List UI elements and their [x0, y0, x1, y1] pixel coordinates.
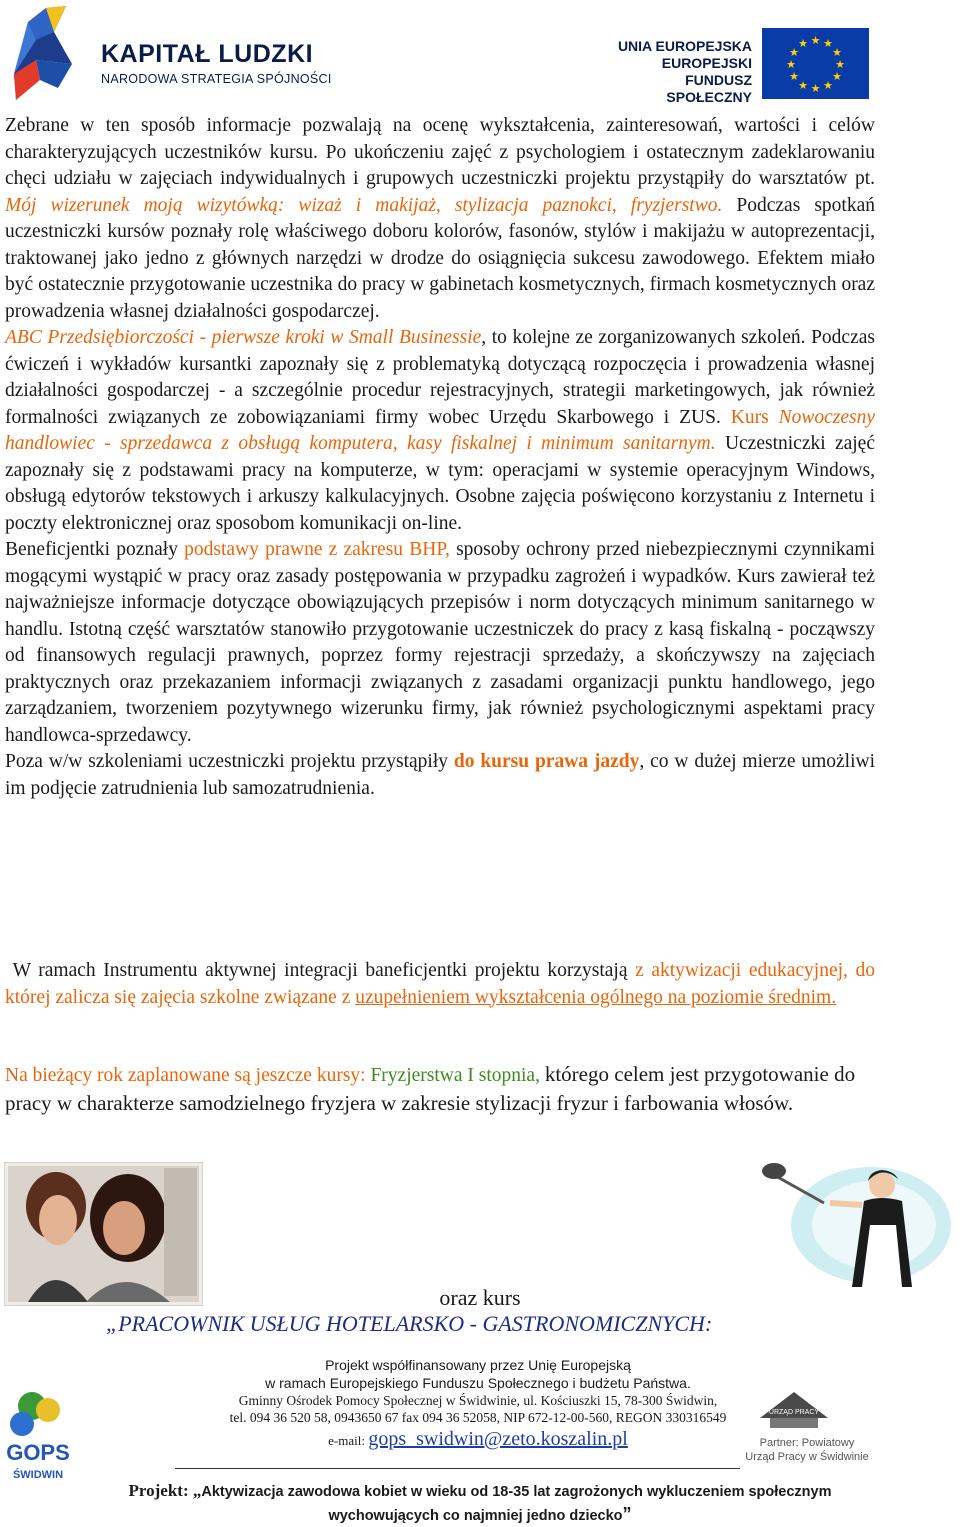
- trader-course-title: Nowoczesny handlowiec - sprzedawca z obsługą komputera, kasy fiskalnej i minimum sanitarnym.: [5, 406, 876, 454]
- abc-course-title: ABC Przedsiębiorczości - pierwsze kroki w Small Businessie: [5, 327, 482, 348]
- svg-text:★: ★: [789, 46, 799, 59]
- text-employment: , co w dużej mierze umożliwi im podjęcie zatrudnienia lub samozatrudnienia.: [5, 751, 875, 799]
- planned-courses-paragraph: [5, 1061, 875, 1118]
- text-integration: W ramach Instrumentu aktywnej integracji baneficjentki projektu korzystają: [12, 960, 628, 981]
- driving-course-highlight: do kursu prawa jazdy: [453, 751, 640, 772]
- education-activation: z aktywizacji edukacyjnej, do której zalicza się zajęcia szkolne związane z: [5, 960, 876, 1008]
- svg-text:★: ★: [798, 37, 808, 50]
- footer-line-3: Gminny Ośrodek Pomocy Społecznej w Świdwinie, ul. Kościuszki 15, 78-300 Świdwin,: [238, 1393, 718, 1408]
- hairdressing-course: Fryzjerstwa I stopnia,: [370, 1065, 540, 1086]
- project-label: Projekt: „: [128, 1481, 202, 1500]
- text-trader-desc: Uczestniczki zajęć zapoznały się z podstawami pracy na komputerze, w tym: operacjami w systemie operacyjnym Windows, obsługą edytorów tekstowych i arkuszy kalkulacyjnych. Osobne zajęcia poświęcono korzystaniu z Internetu i poczty elektronicznej oraz sposobom komunikacji on-line.: [5, 433, 875, 534]
- svg-text:★: ★: [810, 82, 821, 95]
- project-title: [0, 1480, 960, 1527]
- text-workshop-intro: Po ukończeniu zajęć z psychologiem i ostatecznym zadeklarowaniu chęci udziału w zajęciach indywidualnych i grupowych uczestniczki projektu przystąpiły do warsztatów pt.: [5, 141, 876, 189]
- gops-logo: [2, 1380, 74, 1484]
- integration-paragraph: [5, 958, 875, 1011]
- email-label: e-mail:: [328, 1433, 365, 1448]
- svg-text:★: ★: [823, 37, 833, 50]
- hotel-course-title: „PRACOWNIK USŁUG HOTELARSKO - GASTRONOMICZNYCH:: [106, 1311, 713, 1336]
- gops-logo-city: ŚWIDWIN: [12, 1469, 64, 1481]
- text-kurs: Kurs: [730, 406, 769, 428]
- footer-line-1: Projekt współfinansowany przez Unię Europejską: [325, 1357, 631, 1373]
- text-abc-desc: , to kolejne ze zorganizowanych szkoleń. Podczas ćwiczeń i wykładów kursantki zapoznały się z problematyką dotyczącą rozpoczęcia i prowadzenia własnej działalności gospodarczej - a szczególnie procedur rejestracyjnych, strategii marketingowych, jak również formalności związanych ze zobowiązaniami firmy wobec Urzędu Skarbowego i ZUS.: [5, 327, 875, 428]
- gops-logo-text: GOPS: [6, 1440, 70, 1465]
- urzad-name-text: Urząd Pracy w Świdwinie: [745, 1451, 869, 1463]
- eu-line-1: UNIA EUROPEJSKA: [617, 38, 752, 54]
- urzad-pracy-logo: [740, 1378, 875, 1468]
- svg-text:★: ★: [789, 70, 799, 83]
- svg-text:★: ★: [832, 46, 842, 59]
- footer-divider: [175, 1468, 740, 1469]
- project-text-2: wychowujących co najmniej jedno dziecko: [328, 1508, 623, 1524]
- urzad-partner-text: Partner: Powiatowy: [759, 1437, 855, 1449]
- text-safety-desc: sposoby ochrony przed niebezpiecznymi czynnikami mogącymi wystąpić w pracy oraz zasady postępowania w przypadku zagrożeń i wypadków. Kurs zawierał też najważniejsze informacje dotyczące obowiązujących przepisów i norm dotyczących minimum sanitarnego w handlu. Istotną część warsztatów stanowiło przygotowanie uczestniczek do pracy z kasą fiskalną - począwszy od finansowych regulacji prawnych, poprzez formy rejestracji sprzedaży, a skończywszy na zajęciach praktycznych oraz przekazaniem informacji związanych z zasadami organizacji punktu handlowego, jego zarządzaniem, tworzeniem pozytywnego wizerunku firmy, jak również psychologicznymi aspektami pracy handlowca-sprzedawcy.: [5, 539, 876, 746]
- text-info: Zebrane w ten sposób informacje pozwalają na ocenę wykształcenia, zainteresowań, wartości i celów charakteryzujących uczestników kursu.: [5, 115, 875, 163]
- kapital-ludzki-title: KAPITAŁ LUDZKI: [101, 40, 314, 68]
- svg-text:★: ★: [823, 79, 833, 92]
- svg-text:★: ★: [835, 58, 845, 71]
- oraz-kurs: oraz kurs: [439, 1285, 521, 1310]
- svg-text:★: ★: [786, 58, 796, 71]
- text-workshop-desc: Podczas spotkań uczestniczki kursów poznały rolę właściwego doboru kolorów, fasonów, stylów i makijażu w autoprezentacji, traktowanej jako jedno z głównych narzędzi w drodze do osiągnięcia sukcesu zawodowego. Efektem miało być ostatecznie przygotowanie uczestnika do pracy w gabinetach kosmetycznych, firmach kosmetycznych oraz prowadzenia własnej działalności gospodarczej.: [5, 194, 875, 322]
- project-text: Aktywizacja zawodowa kobiet w wieku od 18-35 lat zagrożonych wykluczeniem społecznym: [201, 1484, 832, 1500]
- secondary-education-link: uzupełnieniem wykształcenia ogólnego na poziomie średnim.: [355, 986, 837, 1008]
- urzad-top-text: URZĄD PRACY: [768, 1409, 820, 1416]
- main-paragraph: [5, 113, 875, 802]
- kapital-ludzki-star-logo: [6, 4, 76, 104]
- kapital-ludzki-subtitle: NARODOWA STRATEGIA SPÓJNOŚCI: [101, 72, 332, 86]
- footer-line-2: w ramach Europejskiego Funduszu Społecznego i budżetu Państwa.: [265, 1375, 691, 1391]
- eu-line-3: FUNDUSZ SPOŁECZNY: [666, 72, 752, 105]
- footer-line-4: tel. 094 36 520 58, 0943650 67 fax 094 36 52058, NIP 672-12-00-560, REGON 330316549: [229, 1410, 727, 1425]
- svg-text:★: ★: [798, 79, 808, 92]
- email-link[interactable]: gops_swidwin@zeto.koszalin.pl: [368, 1428, 628, 1450]
- maid-illustration: [756, 1155, 956, 1290]
- text-planned: Na bieżący rok zaplanowane są jeszcze kursy:: [5, 1065, 366, 1086]
- bhp-highlight: podstawy prawne z zakresu BHP,: [184, 539, 450, 560]
- text-other-trainings: Poza w/w szkoleniami uczestniczki projektu przystąpiły: [5, 751, 449, 772]
- text-hairdressing-desc: którego celem jest przygotowanie do pracy w charakterze samodzielnego fryzjera w zakresie stylizacji fryzur i farbowania włosów.: [5, 1062, 856, 1115]
- text-beneficiaries: Beneficjentki poznały: [5, 539, 178, 560]
- project-quote-end: ”: [622, 1504, 632, 1524]
- svg-text:★: ★: [832, 70, 842, 83]
- eu-line-2: EUROPEJSKI: [661, 55, 752, 71]
- eu-flag-icon: [762, 28, 869, 99]
- eu-text-block: [596, 38, 752, 106]
- svg-text:★: ★: [810, 34, 821, 47]
- workshop-title: Mój wizerunek moją wizytówką: wizaż i makijaż, stylizacja paznokci, fryzjerstwo.: [5, 194, 723, 216]
